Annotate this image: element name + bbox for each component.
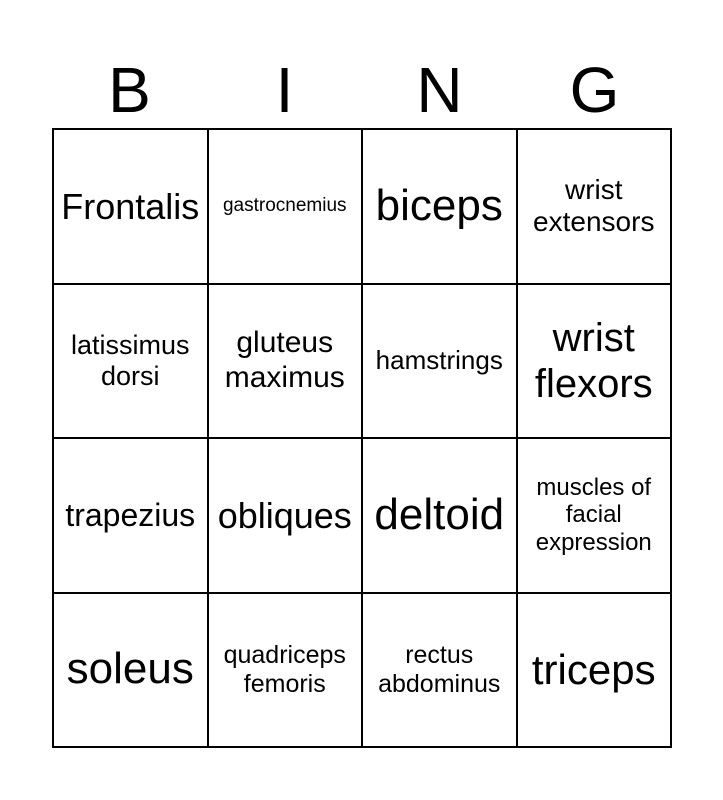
cell-label: latissimus dorsi [70,329,190,391]
bingo-cell[interactable] [53,438,208,593]
header-letter-n: N [416,54,463,126]
bingo-grid [52,128,672,748]
bingo-cell[interactable] [53,129,208,284]
bingo-cell[interactable] [517,593,672,748]
header-letter-g: G [569,54,620,126]
cell-label: gastrocnemius [222,195,347,217]
bingo-cell[interactable] [362,438,517,593]
header-letter-i: I [275,54,294,126]
bingo-cell[interactable] [208,438,363,593]
cell-label: muscles of facial expression [535,473,652,557]
cell-label: biceps [375,180,503,230]
bingo-header [52,52,672,128]
bingo-cell[interactable] [208,284,363,439]
cell-label: hamstrings [375,344,503,375]
bingo-cell[interactable] [53,284,208,439]
bingo-cell[interactable] [362,129,517,284]
cell-label: triceps [531,645,656,693]
cell-label: trapezius [65,496,196,533]
cell-label: gluteus maximus [224,326,345,394]
bingo-cell[interactable] [208,129,363,284]
cell-label: wrist flexors [534,315,653,406]
bingo-cell[interactable] [362,593,517,748]
bingo-cell[interactable] [517,129,672,284]
header-letter-b: B [108,54,151,126]
bingo-cell[interactable] [208,593,363,748]
cell-label: wrist extensors [533,174,655,238]
cell-label: soleus [66,644,194,694]
bingo-cell[interactable] [517,438,672,593]
cell-label: rectus abdominus [378,641,501,698]
cell-label: deltoid [374,489,505,539]
bingo-cell[interactable] [362,284,517,439]
cell-label: Frontalis [61,185,200,227]
cell-label: obliques [217,494,352,536]
bingo-cell[interactable] [517,284,672,439]
cell-label: quadriceps femoris [223,641,346,698]
bingo-cell[interactable] [53,593,208,748]
